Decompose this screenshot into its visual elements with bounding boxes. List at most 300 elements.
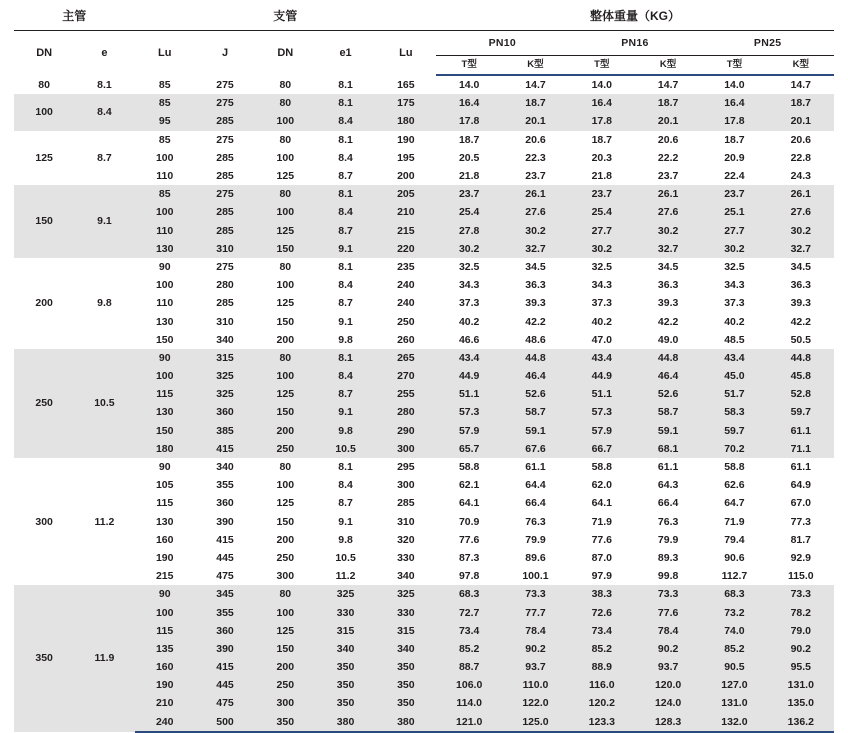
cell-branch-lu: 250 — [376, 312, 436, 330]
cell-pn25-k: 81.7 — [768, 531, 834, 549]
table-row — [14, 403, 834, 421]
cell-pn10-k: 26.1 — [502, 185, 568, 203]
cell-pn25-k: 136.2 — [768, 713, 834, 732]
cell-pn16-k: 23.7 — [635, 167, 701, 185]
cell-pn16-t: 17.8 — [569, 112, 635, 130]
cell-pn10-t: 20.5 — [436, 149, 502, 167]
cell-pn10-k: 20.6 — [502, 131, 568, 149]
cell-branch-lu: 165 — [376, 75, 436, 94]
cell-pn10-t: 37.3 — [436, 294, 502, 312]
cell-pn25-k: 44.8 — [768, 349, 834, 367]
cell-main-j: 445 — [195, 549, 255, 567]
cell-main-j: 285 — [195, 112, 255, 130]
cell-pn25-t: 48.5 — [701, 331, 767, 349]
cell-pn10-k: 93.7 — [502, 658, 568, 676]
cell-pn25-k: 42.2 — [768, 312, 834, 330]
cell-branch-e1: 9.1 — [315, 312, 375, 330]
table-row — [14, 349, 834, 367]
cell-main-lu: 115 — [135, 385, 195, 403]
cell-pn10-k: 90.2 — [502, 640, 568, 658]
cell-pn16-t: 16.4 — [569, 94, 635, 112]
cell-pn25-t: 58.8 — [701, 458, 767, 476]
cell-pn10-t: 64.1 — [436, 494, 502, 512]
cell-pn10-t: 57.3 — [436, 403, 502, 421]
table-row — [14, 440, 834, 458]
pipe-weight-table — [14, 6, 834, 733]
cell-main-j: 275 — [195, 94, 255, 112]
cell-pn16-t: 57.9 — [569, 422, 635, 440]
cell-branch-e1: 8.4 — [315, 203, 375, 221]
cell-pn10-t: 72.7 — [436, 603, 502, 621]
cell-main-j: 355 — [195, 476, 255, 494]
cell-pn25-k: 92.9 — [768, 549, 834, 567]
cell-branch-e1: 9.8 — [315, 422, 375, 440]
cell-pn16-k: 36.3 — [635, 276, 701, 294]
cell-main-j: 275 — [195, 258, 255, 276]
cell-branch-e1: 8.1 — [315, 131, 375, 149]
table-header — [14, 6, 834, 75]
cell-pn10-t: 17.8 — [436, 112, 502, 130]
cell-pn25-t: 25.1 — [701, 203, 767, 221]
cell-branch-e1: 8.7 — [315, 294, 375, 312]
cell-branch-e1: 8.1 — [315, 75, 375, 94]
cell-main-dn: 350 — [14, 585, 74, 732]
cell-pn16-t: 14.0 — [569, 75, 635, 94]
cell-pn16-t: 43.4 — [569, 349, 635, 367]
cell-pn25-t: 132.0 — [701, 713, 767, 732]
cell-branch-e1: 9.8 — [315, 331, 375, 349]
cell-pn16-t: 18.7 — [569, 131, 635, 149]
table-row — [14, 203, 834, 221]
cell-pn25-k: 45.8 — [768, 367, 834, 385]
cell-main-j: 415 — [195, 440, 255, 458]
cell-pn25-t: 73.2 — [701, 603, 767, 621]
cell-main-j: 355 — [195, 603, 255, 621]
cell-pn10-k: 100.1 — [502, 567, 568, 585]
cell-branch-e1: 8.7 — [315, 494, 375, 512]
cell-branch-lu: 240 — [376, 294, 436, 312]
cell-branch-dn: 150 — [255, 240, 315, 258]
cell-main-lu: 110 — [135, 222, 195, 240]
cell-branch-lu: 280 — [376, 403, 436, 421]
cell-main-e: 11.2 — [74, 458, 134, 585]
cell-pn10-k: 48.6 — [502, 331, 568, 349]
cell-main-e: 10.5 — [74, 349, 134, 458]
cell-branch-lu: 190 — [376, 131, 436, 149]
cell-main-j: 325 — [195, 385, 255, 403]
cell-pn16-k: 59.1 — [635, 422, 701, 440]
cell-pn10-t: 87.3 — [436, 549, 502, 567]
cell-pn10-t: 51.1 — [436, 385, 502, 403]
cell-pn10-k: 122.0 — [502, 694, 568, 712]
cell-branch-dn: 300 — [255, 694, 315, 712]
cell-pn16-k: 58.7 — [635, 403, 701, 421]
cell-main-lu: 210 — [135, 694, 195, 712]
cell-main-j: 340 — [195, 331, 255, 349]
header-pn25-k: K型 — [768, 56, 834, 76]
cell-pn16-t: 23.7 — [569, 185, 635, 203]
cell-main-j: 385 — [195, 422, 255, 440]
cell-pn16-t: 27.7 — [569, 222, 635, 240]
cell-pn25-t: 90.6 — [701, 549, 767, 567]
cell-pn10-k: 61.1 — [502, 458, 568, 476]
cell-pn16-k: 42.2 — [635, 312, 701, 330]
cell-branch-dn: 80 — [255, 349, 315, 367]
cell-pn16-t: 47.0 — [569, 331, 635, 349]
cell-branch-lu: 350 — [376, 658, 436, 676]
cell-branch-dn: 80 — [255, 258, 315, 276]
cell-branch-dn: 200 — [255, 331, 315, 349]
cell-main-j: 285 — [195, 167, 255, 185]
cell-pn25-k: 30.2 — [768, 222, 834, 240]
cell-pn10-t: 23.7 — [436, 185, 502, 203]
cell-pn10-t: 121.0 — [436, 713, 502, 732]
table-row — [14, 603, 834, 621]
cell-main-lu: 100 — [135, 603, 195, 621]
cell-branch-dn: 100 — [255, 112, 315, 130]
header-main-e: e — [101, 46, 108, 59]
cell-pn16-k: 73.3 — [635, 585, 701, 603]
cell-branch-dn: 125 — [255, 222, 315, 240]
cell-branch-lu: 300 — [376, 476, 436, 494]
cell-main-dn: 125 — [14, 131, 74, 186]
cell-pn25-k: 64.9 — [768, 476, 834, 494]
table-row — [14, 94, 834, 112]
cell-branch-e1: 315 — [315, 622, 375, 640]
cell-pn16-t: 64.1 — [569, 494, 635, 512]
cell-pn10-k: 73.3 — [502, 585, 568, 603]
table-row — [14, 567, 834, 585]
cell-pn25-k: 32.7 — [768, 240, 834, 258]
cell-pn10-t: 40.2 — [436, 312, 502, 330]
cell-main-lu: 240 — [135, 713, 195, 732]
cell-branch-e1: 8.4 — [315, 112, 375, 130]
cell-pn10-t: 43.4 — [436, 349, 502, 367]
cell-pn25-k: 61.1 — [768, 458, 834, 476]
cell-pn10-t: 34.3 — [436, 276, 502, 294]
table-row — [14, 294, 834, 312]
cell-main-j: 285 — [195, 294, 255, 312]
cell-branch-dn: 100 — [255, 367, 315, 385]
cell-main-lu: 115 — [135, 494, 195, 512]
cell-pn16-t: 71.9 — [569, 513, 635, 531]
cell-pn10-k: 36.3 — [502, 276, 568, 294]
cell-branch-lu: 285 — [376, 494, 436, 512]
cell-main-j: 360 — [195, 622, 255, 640]
cell-branch-dn: 80 — [255, 185, 315, 203]
cell-pn16-k: 120.0 — [635, 676, 701, 694]
cell-main-e: 8.1 — [74, 75, 134, 94]
cell-pn10-k: 78.4 — [502, 622, 568, 640]
cell-branch-e1: 8.7 — [315, 222, 375, 240]
cell-pn25-t: 59.7 — [701, 422, 767, 440]
cell-pn10-k: 23.7 — [502, 167, 568, 185]
cell-main-j: 415 — [195, 531, 255, 549]
cell-branch-e1: 8.1 — [315, 349, 375, 367]
cell-pn25-k: 90.2 — [768, 640, 834, 658]
cell-branch-lu: 215 — [376, 222, 436, 240]
cell-pn25-t: 40.2 — [701, 312, 767, 330]
cell-branch-e1: 8.4 — [315, 149, 375, 167]
cell-pn10-k: 14.7 — [502, 75, 568, 94]
cell-pn10-t: 85.2 — [436, 640, 502, 658]
cell-pn25-t: 64.7 — [701, 494, 767, 512]
table-row — [14, 531, 834, 549]
table-row — [14, 640, 834, 658]
header-branch-dn: DN — [277, 46, 294, 59]
table-row — [14, 276, 834, 294]
cell-main-lu: 190 — [135, 676, 195, 694]
cell-main-lu: 215 — [135, 567, 195, 585]
cell-main-j: 310 — [195, 312, 255, 330]
cell-pn25-t: 23.7 — [701, 185, 767, 203]
cell-pn10-t: 32.5 — [436, 258, 502, 276]
header-branch-e1: e1 — [339, 46, 352, 59]
cell-pn16-k: 18.7 — [635, 94, 701, 112]
cell-pn25-k: 24.3 — [768, 167, 834, 185]
table-row — [14, 585, 834, 603]
cell-pn25-t: 51.7 — [701, 385, 767, 403]
cell-pn25-t: 30.2 — [701, 240, 767, 258]
cell-pn25-t: 43.4 — [701, 349, 767, 367]
cell-pn25-t: 16.4 — [701, 94, 767, 112]
cell-main-j: 445 — [195, 676, 255, 694]
header-branch-lu: Lu — [399, 46, 413, 59]
cell-main-e: 9.8 — [74, 258, 134, 349]
cell-pn25-k: 52.8 — [768, 385, 834, 403]
cell-main-j: 310 — [195, 240, 255, 258]
cell-branch-dn: 150 — [255, 513, 315, 531]
cell-pn16-t: 120.2 — [569, 694, 635, 712]
cell-pn16-k: 89.3 — [635, 549, 701, 567]
cell-main-j: 360 — [195, 494, 255, 512]
cell-branch-e1: 8.7 — [315, 385, 375, 403]
table-row — [14, 658, 834, 676]
cell-main-j: 315 — [195, 349, 255, 367]
cell-branch-e1: 9.1 — [315, 403, 375, 421]
cell-pn25-k: 67.0 — [768, 494, 834, 512]
cell-pn16-t: 40.2 — [569, 312, 635, 330]
cell-pn16-k: 77.6 — [635, 603, 701, 621]
cell-branch-e1: 8.1 — [315, 185, 375, 203]
cell-pn25-t: 127.0 — [701, 676, 767, 694]
cell-branch-dn: 80 — [255, 585, 315, 603]
cell-branch-dn: 125 — [255, 622, 315, 640]
cell-pn10-t: 21.8 — [436, 167, 502, 185]
cell-pn16-t: 72.6 — [569, 603, 635, 621]
cell-main-lu: 130 — [135, 403, 195, 421]
cell-branch-lu: 205 — [376, 185, 436, 203]
cell-branch-lu: 195 — [376, 149, 436, 167]
table-row — [14, 622, 834, 640]
cell-branch-lu: 350 — [376, 694, 436, 712]
cell-pn25-k: 61.1 — [768, 422, 834, 440]
cell-pn10-k: 110.0 — [502, 676, 568, 694]
cell-pn16-t: 85.2 — [569, 640, 635, 658]
cell-branch-dn: 100 — [255, 149, 315, 167]
cell-pn25-k: 22.8 — [768, 149, 834, 167]
cell-branch-e1: 380 — [315, 713, 375, 732]
cell-pn16-t: 57.3 — [569, 403, 635, 421]
cell-pn25-k: 131.0 — [768, 676, 834, 694]
cell-main-lu: 100 — [135, 149, 195, 167]
cell-pn16-t: 62.0 — [569, 476, 635, 494]
cell-main-j: 275 — [195, 185, 255, 203]
table-row — [14, 131, 834, 149]
cell-pn16-t: 77.6 — [569, 531, 635, 549]
cell-branch-lu: 210 — [376, 203, 436, 221]
cell-main-j: 340 — [195, 458, 255, 476]
cell-pn10-t: 62.1 — [436, 476, 502, 494]
cell-branch-lu: 295 — [376, 458, 436, 476]
cell-main-j: 280 — [195, 276, 255, 294]
cell-main-dn: 200 — [14, 258, 74, 349]
cell-main-j: 275 — [195, 131, 255, 149]
cell-main-e: 11.9 — [74, 585, 134, 732]
cell-pn25-t: 131.0 — [701, 694, 767, 712]
cell-pn25-t: 79.4 — [701, 531, 767, 549]
table-row — [14, 513, 834, 531]
cell-main-lu: 90 — [135, 258, 195, 276]
cell-branch-dn: 100 — [255, 276, 315, 294]
cell-pn10-t: 77.6 — [436, 531, 502, 549]
header-pn25-t: T型 — [701, 56, 767, 76]
cell-pn16-k: 61.1 — [635, 458, 701, 476]
cell-pn25-k: 59.7 — [768, 403, 834, 421]
cell-branch-lu: 325 — [376, 585, 436, 603]
cell-branch-dn: 125 — [255, 167, 315, 185]
cell-branch-dn: 300 — [255, 567, 315, 585]
cell-pn25-k: 78.2 — [768, 603, 834, 621]
cell-pn25-t: 90.5 — [701, 658, 767, 676]
cell-pn25-k: 50.5 — [768, 331, 834, 349]
cell-branch-dn: 100 — [255, 476, 315, 494]
cell-branch-e1: 350 — [315, 676, 375, 694]
cell-pn25-t: 58.3 — [701, 403, 767, 421]
table-row — [14, 549, 834, 567]
cell-main-j: 390 — [195, 640, 255, 658]
cell-pn10-k: 67.6 — [502, 440, 568, 458]
cell-pn16-k: 26.1 — [635, 185, 701, 203]
cell-main-lu: 130 — [135, 240, 195, 258]
cell-pn16-t: 51.1 — [569, 385, 635, 403]
cell-branch-e1: 9.8 — [315, 531, 375, 549]
cell-pn16-k: 76.3 — [635, 513, 701, 531]
table-row — [14, 167, 834, 185]
table-row — [14, 367, 834, 385]
cell-pn10-k: 34.5 — [502, 258, 568, 276]
cell-branch-dn: 150 — [255, 312, 315, 330]
table-row — [14, 385, 834, 403]
cell-pn10-t: 18.7 — [436, 131, 502, 149]
cell-branch-dn: 80 — [255, 75, 315, 94]
header-pn25: PN25 — [701, 31, 834, 56]
header-group-row — [14, 6, 834, 31]
cell-pn10-t: 114.0 — [436, 694, 502, 712]
cell-branch-lu: 310 — [376, 513, 436, 531]
cell-main-j: 285 — [195, 149, 255, 167]
cell-branch-e1: 8.7 — [315, 167, 375, 185]
header-group-main: 主管 — [14, 6, 135, 31]
cell-branch-dn: 200 — [255, 531, 315, 549]
cell-main-j: 475 — [195, 567, 255, 585]
cell-pn25-t: 14.0 — [701, 75, 767, 94]
table-row — [14, 185, 834, 203]
cell-pn16-k: 128.3 — [635, 713, 701, 732]
cell-pn25-t: 18.7 — [701, 131, 767, 149]
cell-pn16-k: 52.6 — [635, 385, 701, 403]
cell-pn10-t: 58.8 — [436, 458, 502, 476]
cell-main-dn: 80 — [14, 75, 74, 94]
header-pn16: PN16 — [569, 31, 702, 56]
table-row — [14, 331, 834, 349]
cell-pn16-t: 30.2 — [569, 240, 635, 258]
cell-pn16-k: 20.6 — [635, 131, 701, 149]
cell-pn10-k: 27.6 — [502, 203, 568, 221]
cell-pn25-k: 39.3 — [768, 294, 834, 312]
cell-main-lu: 160 — [135, 658, 195, 676]
cell-pn25-k: 36.3 — [768, 276, 834, 294]
cell-pn25-t: 85.2 — [701, 640, 767, 658]
cell-pn10-k: 39.3 — [502, 294, 568, 312]
cell-main-j: 345 — [195, 585, 255, 603]
cell-main-lu: 180 — [135, 440, 195, 458]
cell-branch-dn: 350 — [255, 713, 315, 732]
cell-branch-e1: 340 — [315, 640, 375, 658]
cell-pn16-k: 90.2 — [635, 640, 701, 658]
cell-pn25-t: 32.5 — [701, 258, 767, 276]
cell-main-lu: 150 — [135, 331, 195, 349]
cell-pn25-k: 71.1 — [768, 440, 834, 458]
cell-pn25-t: 17.8 — [701, 112, 767, 130]
cell-pn16-t: 38.3 — [569, 585, 635, 603]
cell-branch-dn: 80 — [255, 94, 315, 112]
cell-pn16-t: 123.3 — [569, 713, 635, 732]
cell-pn10-k: 52.6 — [502, 385, 568, 403]
cell-main-lu: 160 — [135, 531, 195, 549]
cell-pn10-k: 76.3 — [502, 513, 568, 531]
cell-branch-dn: 100 — [255, 603, 315, 621]
cell-branch-e1: 330 — [315, 603, 375, 621]
header-main-dn: DN — [36, 46, 53, 59]
header-group-branch: 支管 — [135, 6, 436, 31]
cell-pn10-t: 106.0 — [436, 676, 502, 694]
cell-main-j: 415 — [195, 658, 255, 676]
cell-pn10-k: 58.7 — [502, 403, 568, 421]
cell-main-j: 285 — [195, 222, 255, 240]
cell-main-lu: 90 — [135, 349, 195, 367]
cell-branch-e1: 8.1 — [315, 458, 375, 476]
table-row — [14, 75, 834, 94]
cell-main-lu: 100 — [135, 203, 195, 221]
cell-main-lu: 105 — [135, 476, 195, 494]
cell-main-dn: 150 — [14, 185, 74, 258]
cell-pn10-t: 68.3 — [436, 585, 502, 603]
cell-pn25-t: 62.6 — [701, 476, 767, 494]
header-sub-row — [14, 31, 834, 56]
cell-pn16-t: 73.4 — [569, 622, 635, 640]
cell-branch-lu: 235 — [376, 258, 436, 276]
cell-branch-dn: 80 — [255, 131, 315, 149]
cell-main-lu: 85 — [135, 185, 195, 203]
table-body — [14, 75, 834, 732]
cell-pn16-t: 88.9 — [569, 658, 635, 676]
cell-pn25-t: 71.9 — [701, 513, 767, 531]
cell-branch-lu: 240 — [376, 276, 436, 294]
header-pn16-k: K型 — [635, 56, 701, 76]
cell-main-lu: 100 — [135, 367, 195, 385]
cell-pn16-t: 37.3 — [569, 294, 635, 312]
